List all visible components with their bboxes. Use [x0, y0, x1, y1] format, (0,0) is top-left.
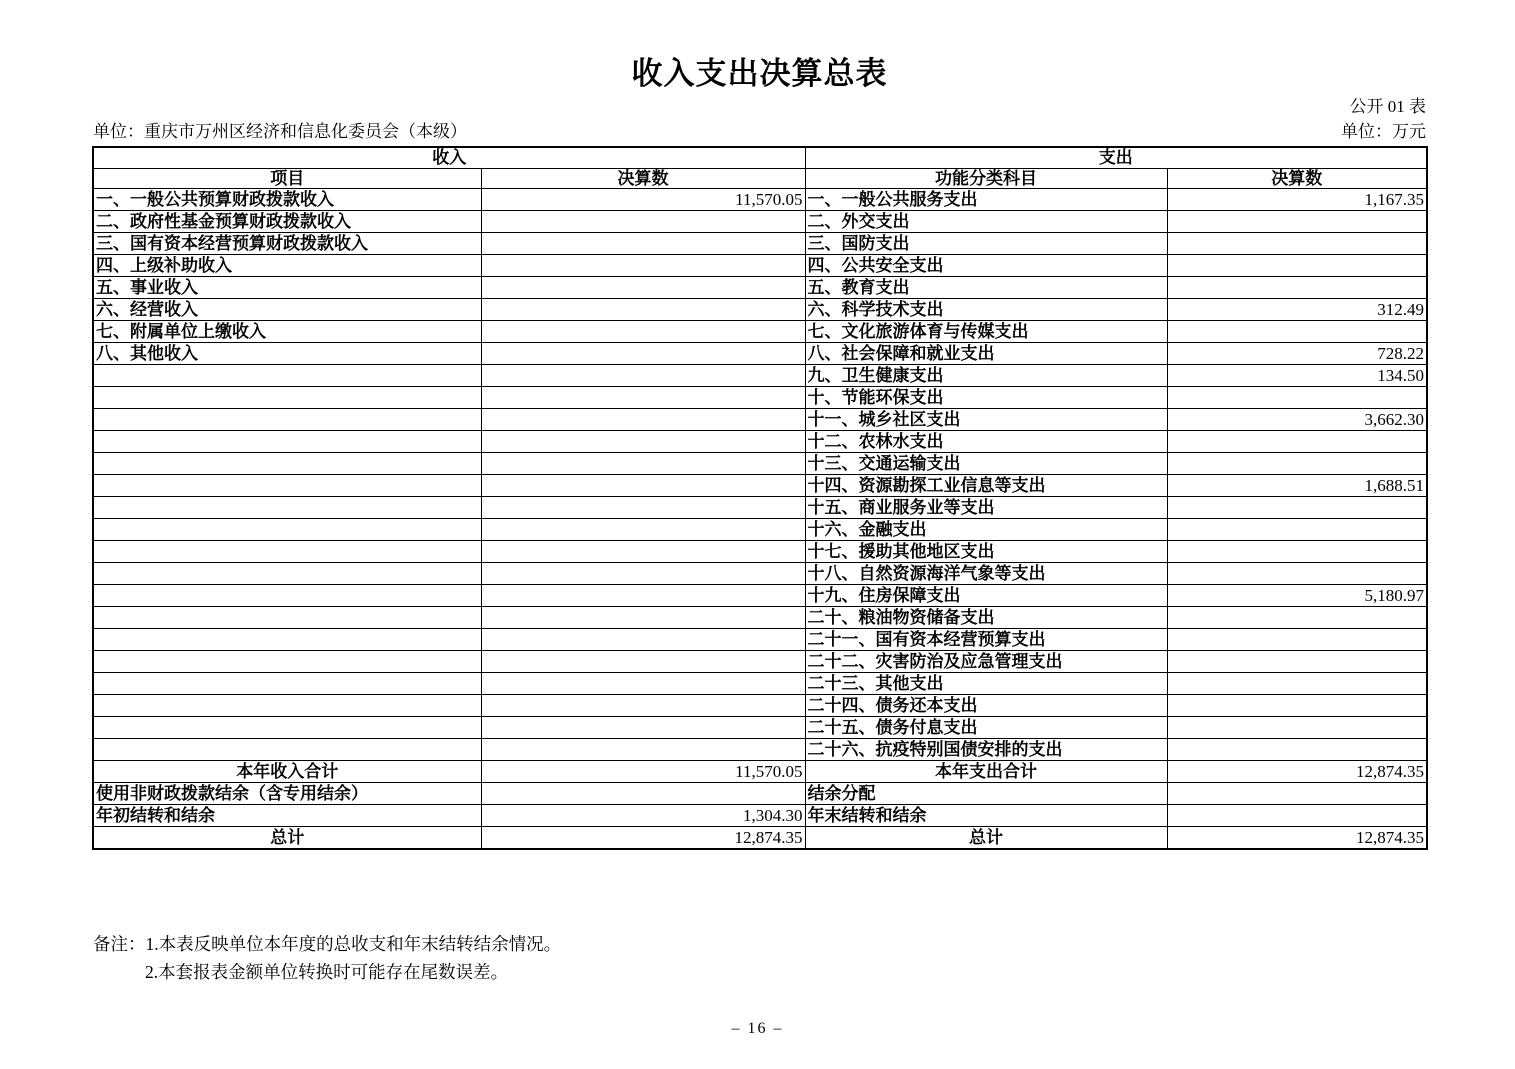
expenditure-item-label: 二十四、债务还本支出 — [805, 695, 1167, 717]
expenditure-item-label: 二十、粮油物资储备支出 — [805, 607, 1167, 629]
revenue-item-value — [481, 409, 805, 431]
expenditure-item-label: 八、社会保障和就业支出 — [805, 343, 1167, 365]
revenue-item-label — [93, 453, 481, 475]
expenditure-item-label: 二十三、其他支出 — [805, 673, 1167, 695]
expenditure-item-label: 十八、自然资源海洋气象等支出 — [805, 563, 1167, 585]
revenue-item-label — [93, 651, 481, 673]
revenue-item-value — [481, 607, 805, 629]
revenue-item-value — [481, 673, 805, 695]
revenue-item-label: 五、事业收入 — [93, 277, 481, 299]
note-line-1: 备注：1.本表反映单位本年度的总收支和年末结转结余情况。 — [93, 934, 562, 954]
revenue-item-value — [481, 563, 805, 585]
summary-row — [93, 805, 1427, 827]
col-header-function-category: 功能分类科目 — [805, 168, 1167, 189]
table-row — [93, 189, 1427, 211]
reporting-unit: 单位：重庆市万州区经济和信息化委员会（本级） — [93, 122, 467, 141]
table-row — [93, 585, 1427, 607]
expenditure-item-label: 十九、住房保障支出 — [805, 585, 1167, 607]
revenue-item-value — [481, 321, 805, 343]
expenditure-item-value — [1167, 277, 1427, 299]
unit-row — [93, 117, 1426, 142]
page-title: 收入支出决算总表 — [631, 56, 888, 91]
expenditure-item-value — [1167, 717, 1427, 739]
table-row — [93, 695, 1427, 717]
section-header-expenditure: 支出 — [805, 147, 1427, 168]
notes-label: 备注： — [93, 934, 146, 954]
revenue-item-label: 一、一般公共预算财政拨款收入 — [93, 189, 481, 211]
expenditure-item-label: 十一、城乡社区支出 — [805, 409, 1167, 431]
expenditure-item-value — [1167, 453, 1427, 475]
revenue-item-value — [481, 299, 805, 321]
revenue-item-label: 三、国有资本经营预算财政拨款收入 — [93, 233, 481, 255]
expenditure-item-value — [1167, 497, 1427, 519]
expenditure-item-label: 十四、资源勘探工业信息等支出 — [805, 475, 1167, 497]
expenditure-item-value — [1167, 607, 1427, 629]
revenue-item-label — [93, 563, 481, 585]
expenditure-item-value — [1167, 233, 1427, 255]
revenue-item-label — [93, 629, 481, 651]
expenditure-item-value: 12,874.35 — [1167, 827, 1427, 849]
table-row — [93, 673, 1427, 695]
expenditure-item-label: 二十六、抗疫特别国债安排的支出 — [805, 739, 1167, 761]
expenditure-item-label: 九、卫生健康支出 — [805, 365, 1167, 387]
expenditure-item-label: 十三、交通运输支出 — [805, 453, 1167, 475]
table-row — [93, 739, 1427, 761]
revenue-item-label: 年初结转和结余 — [93, 805, 481, 827]
expenditure-item-value — [1167, 211, 1427, 233]
revenue-item-value: 11,570.05 — [481, 761, 805, 783]
revenue-item-value — [481, 541, 805, 563]
table-row — [93, 277, 1427, 299]
expenditure-item-value: 5,180.97 — [1167, 585, 1427, 607]
table-row — [93, 299, 1427, 321]
expenditure-item-label: 年末结转和结余 — [805, 805, 1167, 827]
revenue-item-value — [481, 629, 805, 651]
expenditure-item-label: 二十一、国有资本经营预算支出 — [805, 629, 1167, 651]
summary-row — [93, 783, 1427, 805]
notes — [93, 930, 561, 986]
col-header-final-amount-left: 决算数 — [481, 168, 805, 189]
revenue-item-label — [93, 541, 481, 563]
table-row — [93, 475, 1427, 497]
revenue-item-label — [93, 607, 481, 629]
revenue-item-value — [481, 365, 805, 387]
table-row — [93, 233, 1427, 255]
expenditure-item-value — [1167, 673, 1427, 695]
revenue-item-value: 12,874.35 — [481, 827, 805, 849]
revenue-item-value: 1,304.30 — [481, 805, 805, 827]
revenue-item-label — [93, 519, 481, 541]
table-row — [93, 629, 1427, 651]
revenue-item-label — [93, 431, 481, 453]
amount-unit: 单位：万元 — [1341, 122, 1426, 141]
revenue-item-value — [481, 739, 805, 761]
revenue-item-label — [93, 739, 481, 761]
revenue-item-label — [93, 673, 481, 695]
page-number: – 16 – — [731, 1020, 784, 1037]
expenditure-item-value: 728.22 — [1167, 343, 1427, 365]
expenditure-item-label: 二、外交支出 — [805, 211, 1167, 233]
table-row — [93, 211, 1427, 233]
summary-row — [93, 761, 1427, 783]
revenue-item-value: 11,570.05 — [481, 189, 805, 211]
table-row — [93, 541, 1427, 563]
expenditure-item-value — [1167, 739, 1427, 761]
expenditure-item-value — [1167, 387, 1427, 409]
expenditure-item-label: 十六、金融支出 — [805, 519, 1167, 541]
table-row — [93, 497, 1427, 519]
table-row — [93, 431, 1427, 453]
revenue-item-value — [481, 783, 805, 805]
expenditure-item-value: 12,874.35 — [1167, 761, 1427, 783]
final-accounts-table — [92, 146, 1428, 850]
revenue-item-label — [93, 409, 481, 431]
expenditure-item-label: 总计 — [805, 827, 1167, 849]
expenditure-item-value — [1167, 629, 1427, 651]
section-header-row — [93, 147, 1427, 168]
revenue-item-label: 四、上级补助收入 — [93, 255, 481, 277]
revenue-item-label: 八、其他收入 — [93, 343, 481, 365]
expenditure-item-label: 三、国防支出 — [805, 233, 1167, 255]
expenditure-item-value: 1,688.51 — [1167, 475, 1427, 497]
col-header-item: 项目 — [93, 168, 481, 189]
table-row — [93, 321, 1427, 343]
expenditure-item-label: 本年支出合计 — [805, 761, 1167, 783]
revenue-item-value — [481, 277, 805, 299]
table-row — [93, 607, 1427, 629]
expenditure-item-value: 1,167.35 — [1167, 189, 1427, 211]
revenue-item-value — [481, 497, 805, 519]
revenue-item-label — [93, 695, 481, 717]
revenue-item-label: 总计 — [93, 827, 481, 849]
revenue-item-value — [481, 717, 805, 739]
expenditure-item-label: 四、公共安全支出 — [805, 255, 1167, 277]
revenue-item-value — [481, 233, 805, 255]
table-row — [93, 651, 1427, 673]
expenditure-item-label: 十、节能环保支出 — [805, 387, 1167, 409]
revenue-item-label: 使用非财政拨款结余（含专用结余） — [93, 783, 481, 805]
revenue-item-value — [481, 453, 805, 475]
revenue-item-value — [481, 585, 805, 607]
revenue-item-label — [93, 717, 481, 739]
expenditure-item-label: 结余分配 — [805, 783, 1167, 805]
revenue-item-label: 二、政府性基金预算财政拨款收入 — [93, 211, 481, 233]
expenditure-item-value — [1167, 651, 1427, 673]
expenditure-item-value — [1167, 431, 1427, 453]
expenditure-item-label: 十五、商业服务业等支出 — [805, 497, 1167, 519]
expenditure-item-value — [1167, 541, 1427, 563]
revenue-item-value — [481, 431, 805, 453]
expenditure-item-label: 一、一般公共服务支出 — [805, 189, 1167, 211]
col-header-final-amount-right: 决算数 — [1167, 168, 1427, 189]
column-header-row — [93, 168, 1427, 189]
note-line-2: 2.本套报表金额单位转换时可能存在尾数误差。 — [145, 962, 509, 982]
table-row — [93, 519, 1427, 541]
revenue-item-label — [93, 497, 481, 519]
expenditure-item-value — [1167, 783, 1427, 805]
revenue-item-value — [481, 387, 805, 409]
expenditure-item-label: 七、文化旅游体育与传媒支出 — [805, 321, 1167, 343]
revenue-item-value — [481, 651, 805, 673]
expenditure-item-value: 312.49 — [1167, 299, 1427, 321]
expenditure-item-value — [1167, 563, 1427, 585]
revenue-item-label — [93, 387, 481, 409]
table-row — [93, 365, 1427, 387]
table-row — [93, 409, 1427, 431]
expenditure-item-label: 十七、援助其他地区支出 — [805, 541, 1167, 563]
expenditure-item-label: 二十二、灾害防治及应急管理支出 — [805, 651, 1167, 673]
revenue-item-value — [481, 211, 805, 233]
expenditure-item-label: 二十五、债务付息支出 — [805, 717, 1167, 739]
revenue-item-label — [93, 475, 481, 497]
revenue-item-label: 七、附属单位上缴收入 — [93, 321, 481, 343]
table-row — [93, 563, 1427, 585]
table-row — [93, 387, 1427, 409]
revenue-item-value — [481, 343, 805, 365]
expenditure-item-value — [1167, 695, 1427, 717]
expenditure-item-value — [1167, 519, 1427, 541]
table-row — [93, 717, 1427, 739]
table-row — [93, 343, 1427, 365]
revenue-item-value — [481, 475, 805, 497]
section-header-revenue: 收入 — [93, 147, 805, 168]
table-row — [93, 453, 1427, 475]
revenue-item-label: 本年收入合计 — [93, 761, 481, 783]
expenditure-item-label: 六、科学技术支出 — [805, 299, 1167, 321]
table-code: 公开 01 表 — [1349, 97, 1426, 116]
revenue-item-label — [93, 585, 481, 607]
revenue-item-value — [481, 695, 805, 717]
revenue-item-label: 六、经营收入 — [93, 299, 481, 321]
expenditure-item-value — [1167, 321, 1427, 343]
expenditure-item-value — [1167, 255, 1427, 277]
summary-row — [93, 827, 1427, 849]
expenditure-item-label: 五、教育支出 — [805, 277, 1167, 299]
expenditure-item-value: 3,662.30 — [1167, 409, 1427, 431]
revenue-item-value — [481, 519, 805, 541]
revenue-item-value — [481, 255, 805, 277]
expenditure-item-label: 十二、农林水支出 — [805, 431, 1167, 453]
expenditure-item-value — [1167, 805, 1427, 827]
expenditure-item-value: 134.50 — [1167, 365, 1427, 387]
revenue-item-label — [93, 365, 481, 387]
table-row — [93, 255, 1427, 277]
